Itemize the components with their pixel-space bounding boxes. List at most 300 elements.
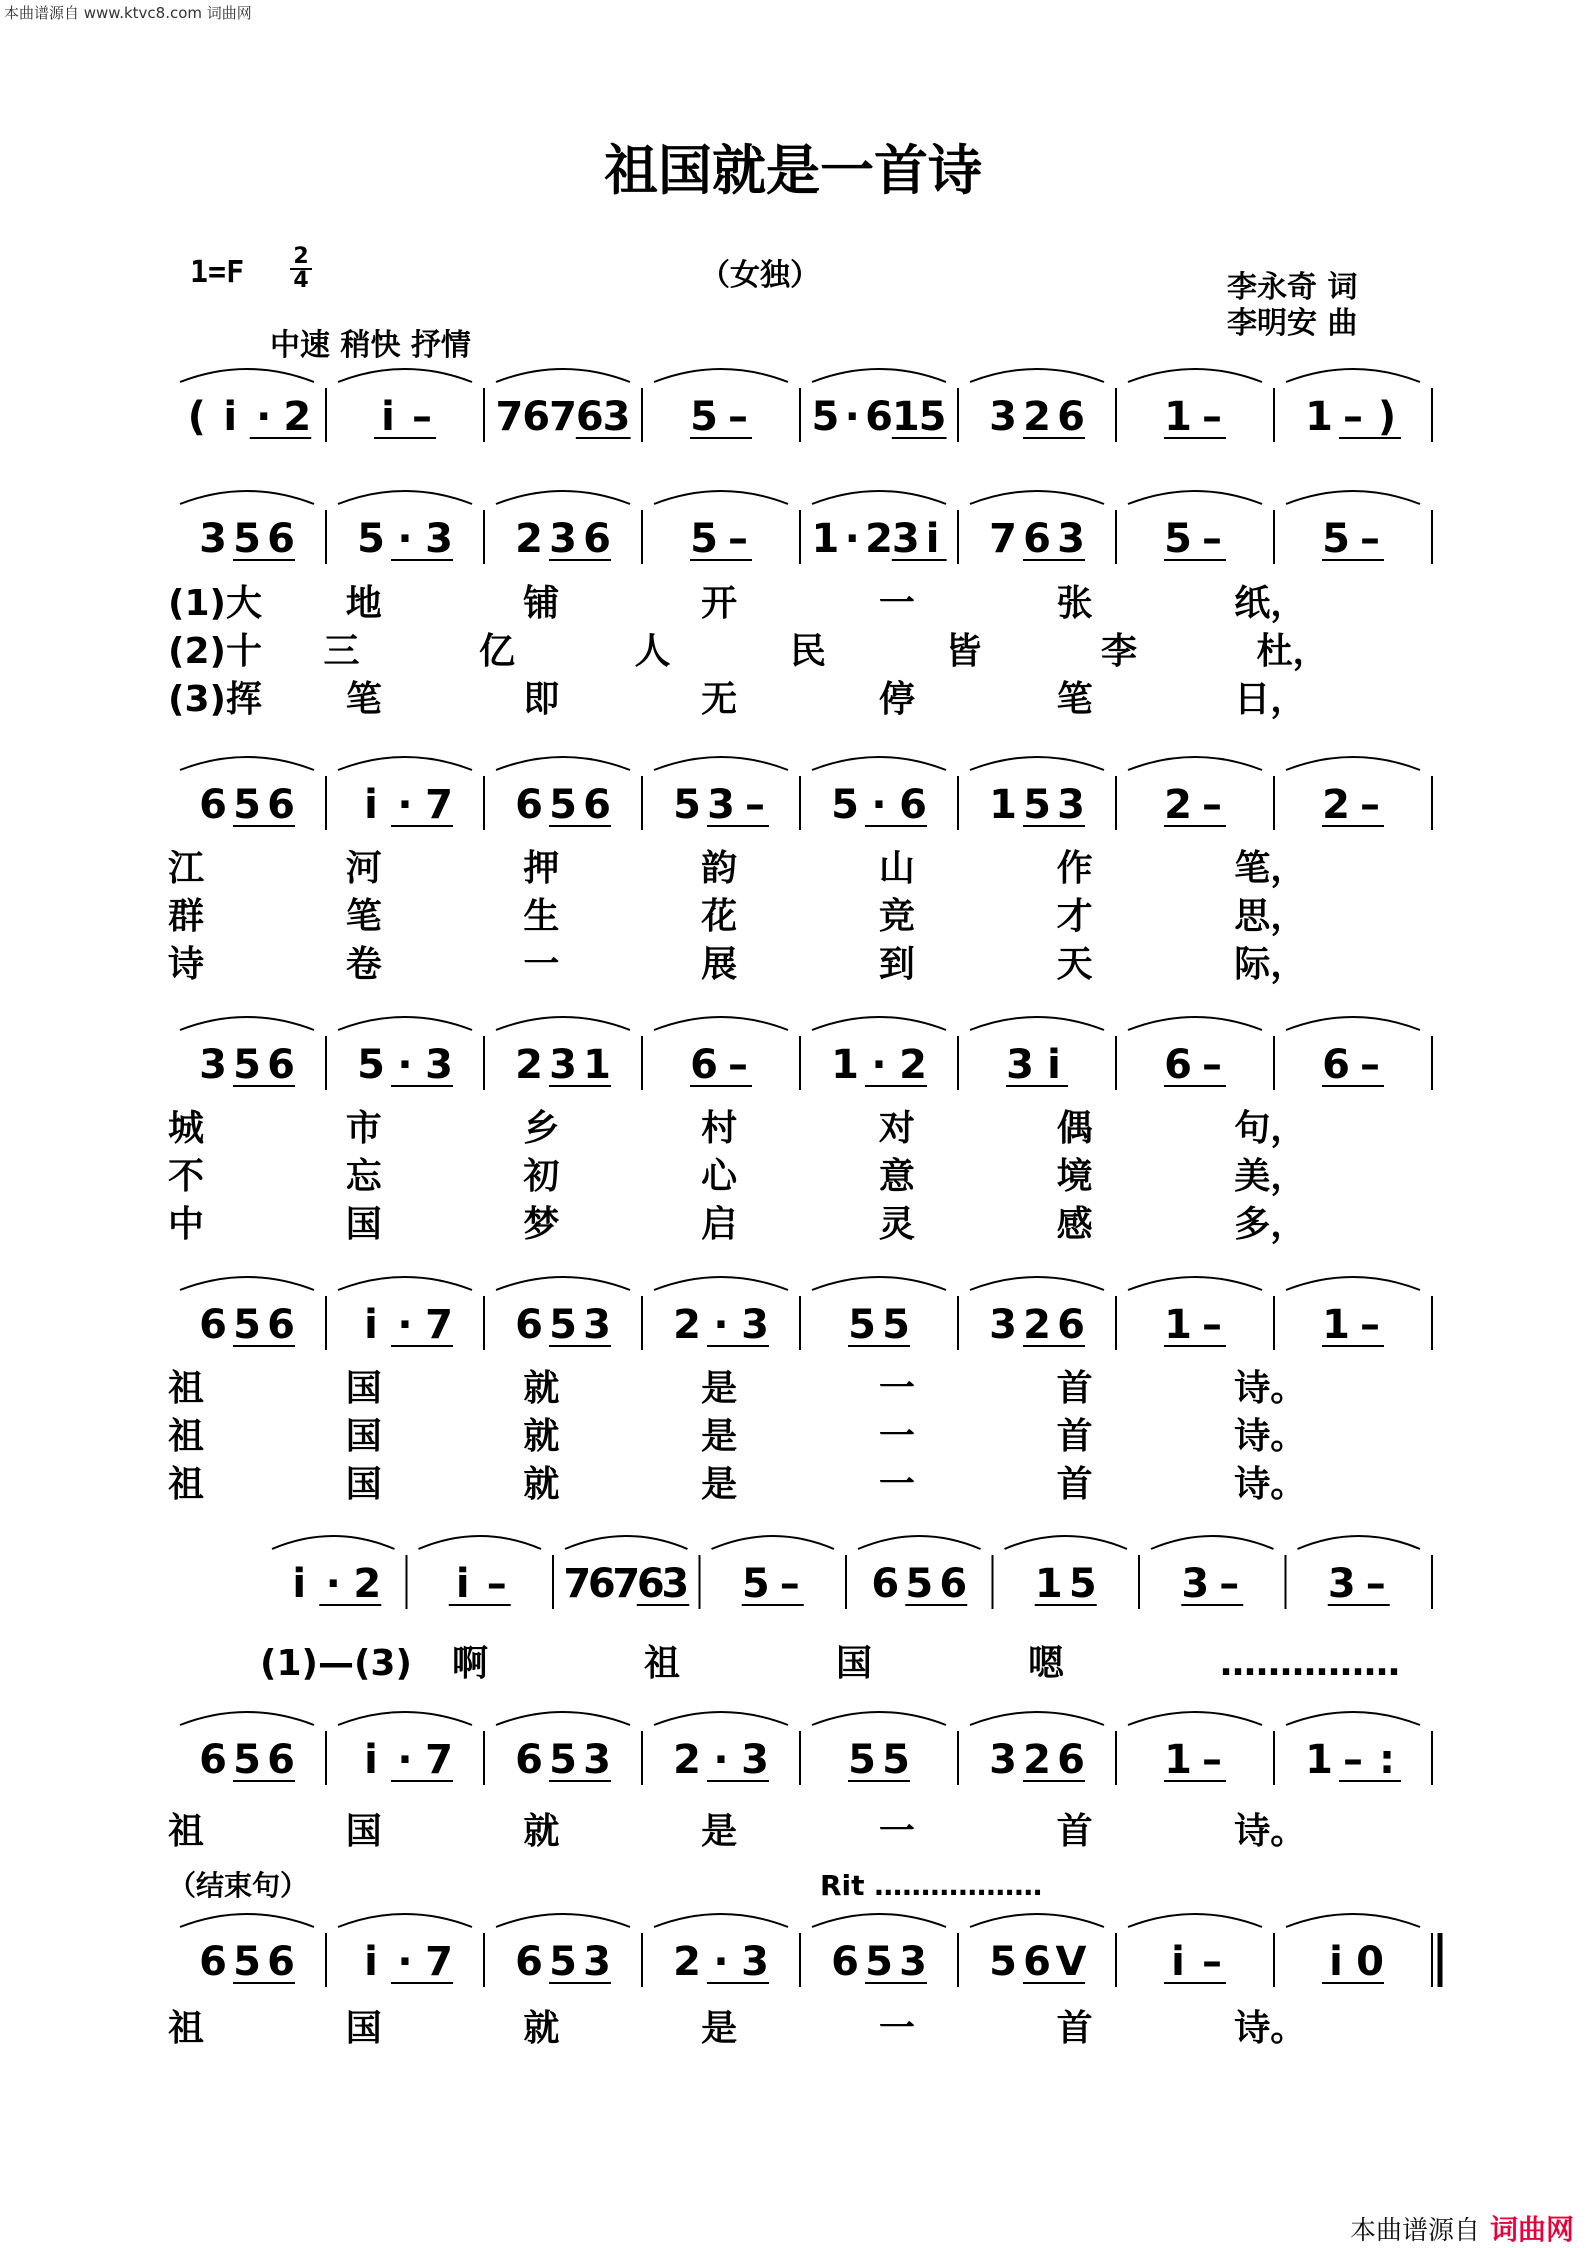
note: –	[1202, 782, 1222, 828]
note: 2	[353, 1561, 382, 1607]
note: 3	[741, 1302, 769, 1348]
slur	[1128, 1712, 1262, 1725]
slur	[272, 1536, 395, 1549]
lyric-syllable: 国	[345, 2008, 382, 2049]
lyric-syllable: 心	[701, 1156, 738, 1197]
note: 2	[1023, 1737, 1051, 1783]
note: 2	[1023, 394, 1051, 440]
lyric-syllable: ……………	[1220, 1643, 1400, 1684]
lyric-syllable: 诗。	[1234, 1811, 1307, 1852]
note: i	[364, 1939, 378, 1985]
note: 5	[882, 1302, 910, 1348]
note: 5	[549, 1302, 577, 1348]
note: 2	[673, 1302, 701, 1348]
note: i	[381, 394, 395, 440]
note: 6	[1057, 394, 1085, 440]
slur	[812, 1914, 946, 1927]
lyric-syllable: (3)挥	[168, 679, 262, 720]
note: 6	[583, 782, 611, 828]
note: ·	[397, 1737, 413, 1783]
note: –	[1202, 1939, 1222, 1985]
slur	[1286, 369, 1420, 382]
note: 6	[267, 1737, 295, 1783]
lyric-syllable: 即	[523, 679, 560, 720]
lyric-syllable: (1)—(3)	[260, 1643, 412, 1684]
lyric-syllable: 感	[1056, 1204, 1093, 1245]
lyric-syllable: 灵	[878, 1204, 915, 1245]
note: 1	[1164, 394, 1192, 440]
note: i	[364, 1302, 378, 1348]
note: 5	[811, 394, 840, 440]
note: 5	[233, 782, 261, 828]
lyric-syllable: 首	[1056, 1416, 1093, 1457]
note: i	[455, 1561, 470, 1607]
note: –	[1202, 1042, 1222, 1088]
slur	[1286, 1017, 1420, 1030]
slur	[970, 1277, 1104, 1290]
note: 3	[989, 1302, 1017, 1348]
note: ·	[256, 394, 272, 440]
note: 3	[899, 1939, 927, 1985]
slur	[812, 1017, 946, 1030]
note: ·	[713, 1939, 729, 1985]
lyric-syllable: 一	[878, 1464, 915, 1505]
lyric-syllable: 就	[523, 1368, 560, 1409]
note: 5	[357, 516, 385, 562]
note: 3	[1181, 1561, 1210, 1607]
lyric-syllable: 祖	[644, 1643, 681, 1684]
note: 5	[233, 1939, 261, 1985]
slur	[338, 369, 472, 382]
note: 3	[549, 516, 577, 562]
lyric-syllable: 句，	[1234, 1108, 1307, 1149]
note: 6	[1057, 1737, 1085, 1783]
note: 2	[1164, 782, 1192, 828]
note: 5	[848, 1302, 876, 1348]
slur	[1128, 1914, 1262, 1927]
slur	[180, 1914, 314, 1927]
slur	[858, 1536, 981, 1549]
note: –	[1202, 1302, 1222, 1348]
note: i	[223, 394, 238, 440]
slur	[338, 491, 472, 504]
note: 3	[891, 516, 920, 562]
slur	[338, 1712, 472, 1725]
lyric-syllable: 张	[1056, 583, 1093, 624]
note: 3	[602, 394, 631, 440]
note: 6	[939, 1561, 968, 1607]
note: ·	[397, 1302, 413, 1348]
note: –	[412, 394, 432, 440]
note: ·	[844, 516, 860, 562]
slur	[1286, 1277, 1420, 1290]
note: 6	[522, 394, 551, 440]
note: 5	[865, 1939, 893, 1985]
slur	[654, 1712, 788, 1725]
note: 6	[199, 1737, 227, 1783]
note: 5	[741, 1561, 770, 1607]
note: 7	[989, 516, 1017, 562]
slur	[812, 491, 946, 504]
note: 6	[267, 1042, 295, 1088]
slur	[970, 369, 1104, 382]
lyric-syllable: 啊	[452, 1643, 489, 1684]
note: 3	[583, 1737, 611, 1783]
lyric-syllable: 到	[878, 944, 915, 985]
lyric-syllable: 对	[878, 1108, 915, 1149]
slur	[970, 1914, 1104, 1927]
footer-source: 本曲谱源自	[1350, 2216, 1481, 2246]
lyric-syllable: 卷	[345, 944, 382, 985]
lyric-syllable: 日，	[1234, 679, 1307, 720]
note: 3	[1006, 1042, 1034, 1088]
lyric-syllable: 一	[878, 583, 915, 624]
note: 2	[1023, 1302, 1051, 1348]
lyric-syllable: 梦	[523, 1204, 560, 1245]
lyric-syllable: 一	[878, 1368, 915, 1409]
slur	[712, 1536, 835, 1549]
note: 6	[690, 1042, 718, 1088]
lyric-syllable: 初	[523, 1156, 560, 1197]
note: 6	[1023, 1939, 1051, 1985]
lyric-syllable: 偶	[1056, 1108, 1093, 1149]
note: 2	[515, 1042, 543, 1088]
slur	[338, 757, 472, 770]
lyric-syllable: 首	[1056, 2008, 1093, 2049]
note: 2	[515, 516, 543, 562]
note: 5	[848, 1737, 876, 1783]
note: –	[1202, 1737, 1222, 1783]
note: 5	[233, 1042, 261, 1088]
note: 3	[707, 782, 735, 828]
lyric-syllable: 一	[878, 2008, 915, 2049]
note: 7	[425, 1737, 453, 1783]
note: 3	[549, 1042, 577, 1088]
note: –	[1219, 1561, 1240, 1607]
note: 6	[199, 782, 227, 828]
lyric-syllable: 乡	[523, 1108, 560, 1149]
lyric-syllable: 祖	[168, 1811, 205, 1852]
note: 5	[233, 516, 261, 562]
slur	[419, 1536, 542, 1549]
slur	[812, 1712, 946, 1725]
note: –	[1343, 1737, 1363, 1783]
lyric-syllable: 天	[1056, 944, 1093, 985]
note: ·	[844, 394, 860, 440]
lyric-syllable: 首	[1056, 1464, 1093, 1505]
lyric-syllable: 是	[701, 1368, 738, 1409]
lyric-syllable: 河	[345, 848, 382, 889]
lyric-syllable: 亿	[479, 631, 516, 672]
lyric-syllable: 诗。	[1234, 2008, 1307, 2049]
lyric-syllable: 一	[878, 1416, 915, 1457]
note: 6	[865, 394, 893, 440]
slur	[338, 1914, 472, 1927]
lyric-syllable: 美，	[1234, 1156, 1307, 1197]
note: i	[292, 1561, 307, 1607]
note: 1	[989, 782, 1017, 828]
lyric-syllable: 市	[345, 1108, 382, 1149]
note: (	[187, 394, 206, 440]
note: 3	[989, 1737, 1017, 1783]
slur	[654, 757, 788, 770]
note: –	[728, 1042, 748, 1088]
slur	[654, 1017, 788, 1030]
note: 5	[690, 516, 718, 562]
note: ·	[397, 1042, 413, 1088]
note: ·	[871, 1042, 887, 1088]
lyric-syllable: 境	[1056, 1156, 1093, 1197]
lyric-syllable: 中	[168, 1204, 205, 1245]
note: –	[728, 516, 748, 562]
note: 6	[583, 516, 611, 562]
key-signature: 1=F	[190, 255, 245, 290]
lyric-syllable: 纸，	[1234, 583, 1307, 624]
note: 0	[1356, 1939, 1384, 1985]
slur	[1151, 1536, 1274, 1549]
lyric-syllable: 城	[168, 1108, 205, 1149]
note: –	[486, 1561, 507, 1607]
slur	[1286, 757, 1420, 770]
note: 5	[673, 782, 701, 828]
note: 6	[515, 1302, 543, 1348]
lyric-syllable: 是	[701, 2008, 738, 2049]
lyric-syllable: 一	[878, 1811, 915, 1852]
lyric-syllable: 群	[168, 896, 205, 937]
lyric-syllable: 首	[1056, 1368, 1093, 1409]
slur	[1128, 757, 1262, 770]
lyric-syllable: 嗯	[1028, 1643, 1065, 1684]
lyric-syllable: 祖	[168, 1464, 205, 1505]
note: 6	[515, 1939, 543, 1985]
lyric-syllable: 地	[345, 583, 382, 624]
lyric-syllable: 江	[168, 848, 205, 889]
note: 1	[583, 1042, 611, 1088]
slur	[180, 757, 314, 770]
note: 1	[1164, 1737, 1192, 1783]
slur	[812, 757, 946, 770]
lyric-syllable: 一	[523, 944, 560, 985]
note: 6	[831, 1939, 859, 1985]
lyric-syllable: 际，	[1234, 944, 1307, 985]
note: 5	[549, 1939, 577, 1985]
note: ·	[397, 516, 413, 562]
note: –	[1360, 782, 1380, 828]
note: 6	[199, 1302, 227, 1348]
slur	[654, 1277, 788, 1290]
note: 1	[811, 516, 840, 562]
note: 1	[1305, 394, 1333, 440]
note: 5	[549, 1737, 577, 1783]
slur	[338, 1277, 472, 1290]
lyric-syllable: 村	[701, 1108, 738, 1149]
time-signature-bottom: 4	[290, 268, 312, 292]
lyric-syllable: 李	[1101, 631, 1138, 672]
note: 3	[199, 1042, 227, 1088]
note: 6	[515, 782, 543, 828]
note: –	[745, 782, 765, 828]
note: 6	[267, 1302, 295, 1348]
slur	[970, 491, 1104, 504]
slur	[654, 491, 788, 504]
note: 6	[515, 1737, 543, 1783]
lyric-syllable: 国	[345, 1416, 382, 1457]
note: 3	[199, 516, 227, 562]
lyric-syllable: 诗。	[1234, 1416, 1307, 1457]
lyric-syllable: 韵	[701, 848, 738, 889]
note: V	[1055, 1939, 1087, 1985]
slur	[1128, 369, 1262, 382]
note: 3	[1057, 516, 1085, 562]
note: 5	[989, 1939, 1017, 1985]
note: 5	[1322, 516, 1350, 562]
lyric-syllable: 诗	[168, 944, 205, 985]
lyric-syllable: 押	[523, 848, 560, 889]
note: ·	[871, 782, 887, 828]
lyric-syllable: 花	[701, 896, 738, 937]
slur	[1286, 1712, 1420, 1725]
note: –	[1343, 394, 1363, 440]
slur	[496, 1914, 630, 1927]
note: 6	[636, 1561, 665, 1607]
note: 1	[1034, 1561, 1063, 1607]
note: 6	[1023, 516, 1051, 562]
slur	[1128, 1277, 1262, 1290]
note: 5	[882, 1737, 910, 1783]
note: 3	[741, 1939, 769, 1985]
slur	[812, 369, 946, 382]
lyric-syllable: (1)大	[168, 583, 262, 624]
note: 2	[1322, 782, 1350, 828]
note: 2	[673, 1939, 701, 1985]
lyric-syllable: 人	[634, 631, 671, 672]
note: 5	[1068, 1561, 1097, 1607]
note: 1	[1322, 1302, 1350, 1348]
slur	[180, 1712, 314, 1725]
note: 7	[425, 1302, 453, 1348]
slur	[565, 1536, 688, 1549]
tempo-marking: 中速 稍快 抒情	[270, 328, 471, 363]
lyric-syllable: 多，	[1234, 1204, 1307, 1245]
slur	[1286, 491, 1420, 504]
lyric-syllable: 忘	[345, 1156, 382, 1197]
note: 3	[661, 1561, 690, 1607]
slur	[180, 1017, 314, 1030]
note: 3	[425, 1042, 453, 1088]
note: –	[779, 1561, 800, 1607]
note: 6	[1057, 1302, 1085, 1348]
lyric-syllable: 国	[836, 1643, 873, 1684]
note: –	[1360, 1302, 1380, 1348]
slur	[496, 491, 630, 504]
note: –	[1360, 1042, 1380, 1088]
note: –	[1202, 394, 1222, 440]
lyric-syllable: 国	[345, 1811, 382, 1852]
lyric-syllable: 国	[345, 1464, 382, 1505]
lyric-syllable: 民	[790, 631, 827, 672]
note: 6	[1322, 1042, 1350, 1088]
note: 5	[918, 394, 947, 440]
slur	[1128, 491, 1262, 504]
lyricist-credit: 李永奇 词	[1227, 270, 1358, 305]
note: 6	[871, 1561, 900, 1607]
note: –	[1202, 516, 1222, 562]
note: ·	[713, 1302, 729, 1348]
note: 6	[199, 1939, 227, 1985]
lyric-syllable: 作	[1056, 848, 1093, 889]
note: 1	[831, 1042, 859, 1088]
lyric-syllable: 开	[701, 583, 738, 624]
note: 7	[425, 782, 453, 828]
slur	[1286, 1914, 1420, 1927]
lyric-syllable: 才	[1056, 896, 1093, 937]
lyric-syllable: 生	[523, 896, 560, 937]
lyric-syllable: 国	[345, 1204, 382, 1245]
lyric-syllable: 就	[523, 1464, 560, 1505]
footer-site: 词曲网	[1490, 2213, 1575, 2246]
slur	[180, 369, 314, 382]
lyric-syllable: 杜，	[1256, 631, 1329, 672]
note: 7	[612, 1561, 641, 1607]
note: ·	[397, 782, 413, 828]
lyric-syllable: 就	[523, 2008, 560, 2049]
lyric-syllable: 国	[345, 1368, 382, 1409]
slur	[1298, 1536, 1421, 1549]
slur	[970, 757, 1104, 770]
note: 7	[495, 394, 524, 440]
note: 2	[283, 394, 312, 440]
note: 5	[233, 1302, 261, 1348]
note: 6	[267, 782, 295, 828]
note: 2	[865, 516, 893, 562]
slur	[496, 757, 630, 770]
lyric-syllable: 笔，	[1234, 848, 1307, 889]
note: 3	[583, 1302, 611, 1348]
lyric-syllable: 思，	[1234, 896, 1307, 937]
note: 5	[831, 782, 859, 828]
note: –	[728, 394, 748, 440]
lyric-syllable: 是	[701, 1811, 738, 1852]
note: 6	[587, 1561, 616, 1607]
note: 6	[575, 394, 604, 440]
note: :	[1379, 1737, 1395, 1783]
note: 5	[690, 394, 718, 440]
lyric-syllable: 无	[701, 679, 738, 720]
note: 6	[267, 1939, 295, 1985]
slur	[180, 1277, 314, 1290]
slur	[496, 1712, 630, 1725]
slur	[338, 1017, 472, 1030]
lyric-syllable: 铺	[523, 583, 560, 624]
note: 2	[899, 1042, 927, 1088]
note: 7	[563, 1561, 592, 1607]
lyric-syllable: 展	[701, 944, 738, 985]
note: 3	[425, 516, 453, 562]
note: 1	[1305, 1737, 1333, 1783]
lyric-syllable: 三	[323, 631, 360, 672]
lyric-syllable: 意	[878, 1156, 915, 1197]
performance-type: （女独）	[700, 258, 820, 293]
note: 3	[989, 394, 1017, 440]
note: 7	[425, 1939, 453, 1985]
lyric-syllable: 就	[523, 1416, 560, 1457]
lyric-syllable: 是	[701, 1464, 738, 1505]
time-signature-top: 2	[293, 244, 309, 269]
note: ·	[325, 1561, 341, 1607]
lyric-syllable: 诗。	[1234, 1368, 1307, 1409]
note: 7	[549, 394, 577, 440]
song-title: 祖国就是一首诗	[604, 139, 982, 202]
